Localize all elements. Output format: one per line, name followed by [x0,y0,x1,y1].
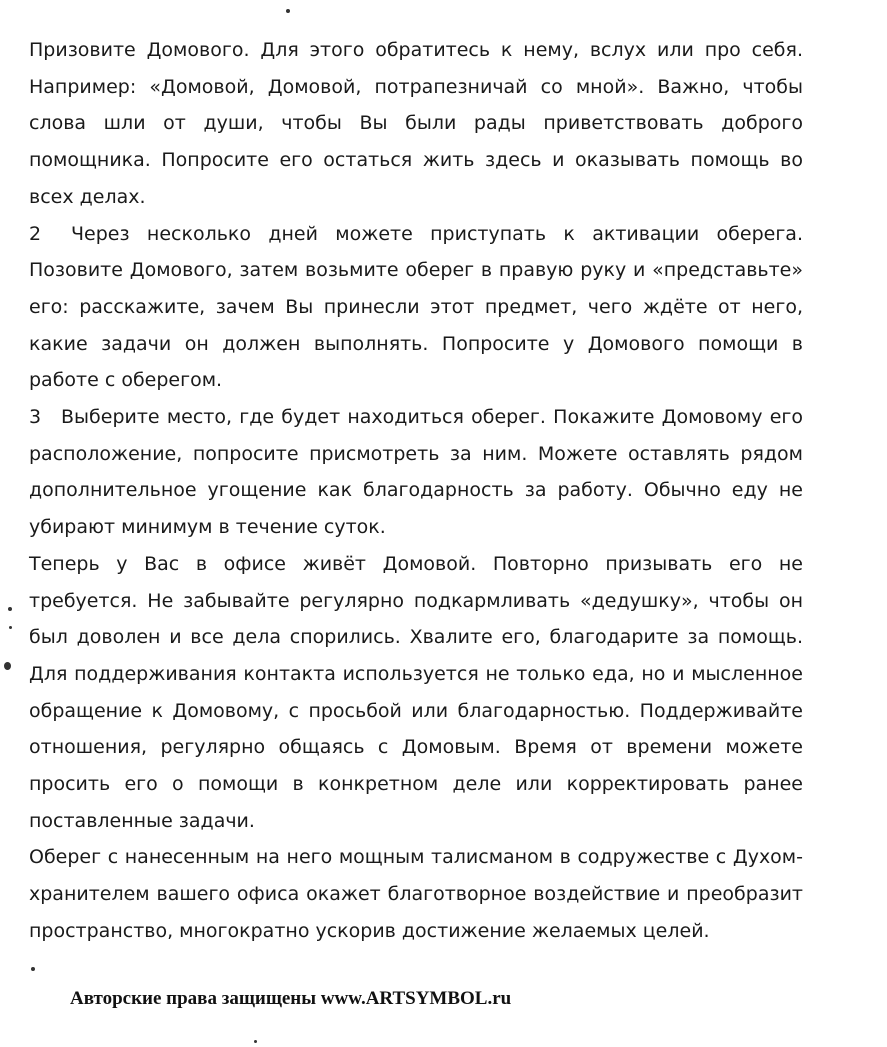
document-body [29,32,803,950]
step-number: 2 [29,222,42,245]
paragraph-step-2 [29,216,803,400]
paragraph-step-3 [29,399,803,546]
paragraph-text: Призовите Домового. Для этого обратитесь к нему, вслух или про себя. Например: «Домовой, Домовой, потрапезничай со мной». Важно, чтобы слова шли от души, чтобы Вы были рады приветствовать доброго помощника. Попросите его остаться жить здесь и оказывать помощь во всех делах. [29,39,803,208]
scan-speck [286,9,290,13]
paragraph-maintenance [29,546,803,840]
scan-speck [254,1040,257,1043]
paragraph-text: Оберег с нанесенным на него мощным талисманом в содружестве с Духом-хранителем вашего офиса окажет благотворное воздействие и преобразит пространство, многократно ускорив достижение желаемых целей. [29,846,803,942]
scan-speck [8,607,12,611]
scan-speck [9,626,12,629]
copyright-footer: Авторские права защищены www.ARTSYMBOL.ru [70,988,512,1009]
paragraph-text: Теперь у Вас в офисе живёт Домовой. Повторно призывать его не требуется. Не забывайте регулярно подкармливать «дедушку», чтобы он был доволен и все дела спорились. Хвалите его, благодарите за помощь. Для поддерживания контакта используется не только еда, но и мысленное обращение к Домовому, с просьбой или благодарностью. Поддерживайте отношения, регулярно общаясь с Домовым. Время от времени можете просить его о помощи в конкретном деле или корректировать ранее поставленные задачи. [29,552,803,832]
scan-speck [31,967,35,971]
paragraph-text: Выберите место, где будет находиться оберег. Покажите Домовому его расположение, попросите присмотреть за ним. Можете оставлять рядом дополнительное угощение как благодарность за работу. Обычно еду не убирают минимум в течение суток. [29,406,803,539]
paragraph-summon [29,32,803,216]
step-number: 3 [29,406,42,429]
paragraph-conclusion [29,839,803,949]
scan-speck [4,662,11,670]
paragraph-text: Через несколько дней можете приступать к активации оберега. Позовите Домового, затем возьмите оберег в правую руку и «представьте» его: расскажите, зачем Вы принесли этот предмет, чего ждёте от него, какие задачи он должен выполнять. Попросите у Домового помощи в работе с оберегом. [29,222,803,392]
